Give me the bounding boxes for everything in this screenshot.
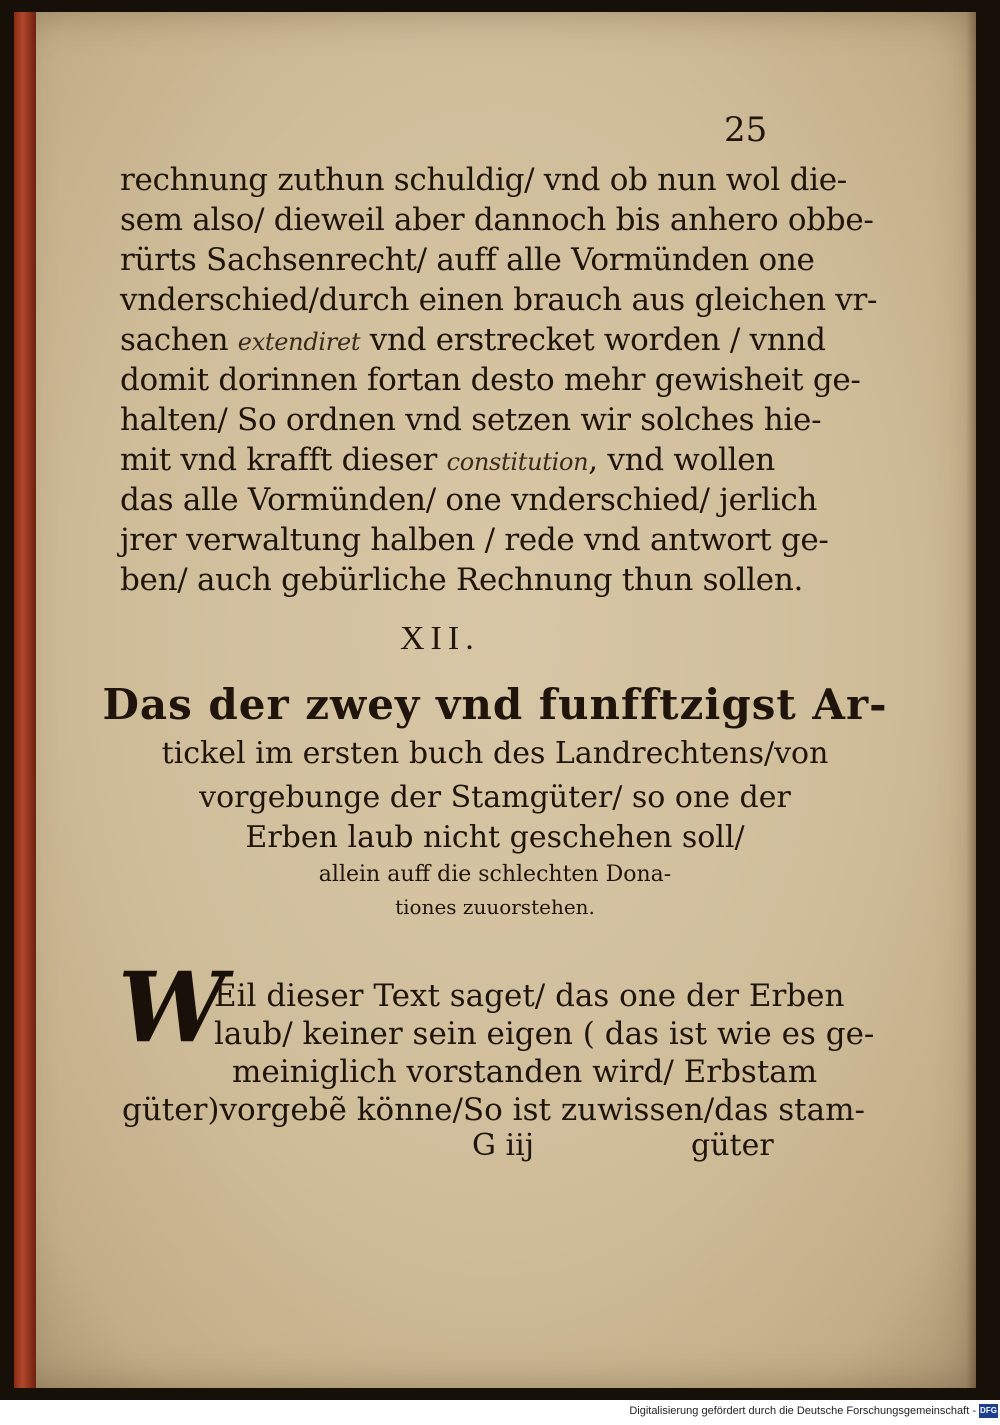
body-line: rürts Sachsenrecht/ auff alle Vormünden one bbox=[120, 242, 815, 278]
section-heading-line: tiones zuuorstehen. bbox=[395, 895, 595, 919]
body-line: domit dorinnen fortan desto mehr gewisheit ge- bbox=[120, 362, 861, 398]
funding-credit: Digitalisierung gefördert durch die Deutsche Forschungsgemeinschaft - bbox=[629, 1405, 976, 1417]
paragraph-line: laub/ keiner sein eigen ( das ist wie es ge- bbox=[214, 1016, 875, 1052]
section-heading-line: tickel im ersten buch des Landrechtens/von bbox=[161, 736, 829, 771]
section-number: XII. bbox=[400, 620, 480, 657]
section-heading-line: allein auff die schlechten Dona- bbox=[318, 862, 672, 887]
latin-term: extendiret bbox=[237, 328, 361, 356]
section-heading-line: vorgebunge der Stamgüter/ so one der bbox=[199, 780, 791, 815]
body-line: rechnung zuthun schuldig/ vnd ob nun wol die- bbox=[120, 162, 847, 198]
body-line: das alle Vormünden/ one vnderschied/ jerlich bbox=[120, 482, 818, 518]
latin-term: constitution bbox=[446, 448, 589, 476]
section-heading-line: Erben laub nicht geschehen soll/ bbox=[245, 820, 745, 855]
page-number: 25 bbox=[724, 110, 768, 150]
drop-cap-initial: W bbox=[118, 951, 226, 1064]
body-line: jrer verwaltung halben / rede vnd antwort ge- bbox=[120, 522, 829, 558]
body-line: sem also/ dieweil aber dannoch bis anhero obbe- bbox=[120, 202, 874, 238]
body-text: mit vnd krafft dieser bbox=[120, 442, 447, 478]
body-line bbox=[120, 320, 826, 362]
body-text: sachen bbox=[120, 322, 238, 358]
paragraph-line: meiniglich vorstanden wird/ Erbstam bbox=[232, 1054, 818, 1090]
book-page bbox=[14, 12, 976, 1388]
dfg-logo-icon: DFG bbox=[979, 1404, 998, 1418]
body-text: , vnd wollen bbox=[588, 442, 775, 478]
body-line: vnderschied/durch einen brauch aus gleichen vr- bbox=[120, 282, 878, 318]
signature-mark: G iij bbox=[472, 1128, 534, 1163]
catchword: güter bbox=[691, 1128, 774, 1163]
paragraph-line: güter)vorgebẽ könne/So ist zuwissen/das stam- bbox=[122, 1092, 865, 1128]
body-line: halten/ So ordnen vnd setzen wir solches hie- bbox=[120, 402, 822, 438]
footer-bar bbox=[0, 1400, 1000, 1425]
body-text: vnd erstrecket worden / vnnd bbox=[360, 322, 826, 358]
body-line: ben/ auch gebürliche Rechnung thun sollen. bbox=[120, 562, 804, 598]
section-heading-line: Das der zwey vnd funfftzigst Ar- bbox=[102, 680, 888, 729]
paragraph-line: Eil dieser Text saget/ das one der Erben bbox=[214, 978, 845, 1014]
body-line bbox=[120, 440, 775, 482]
